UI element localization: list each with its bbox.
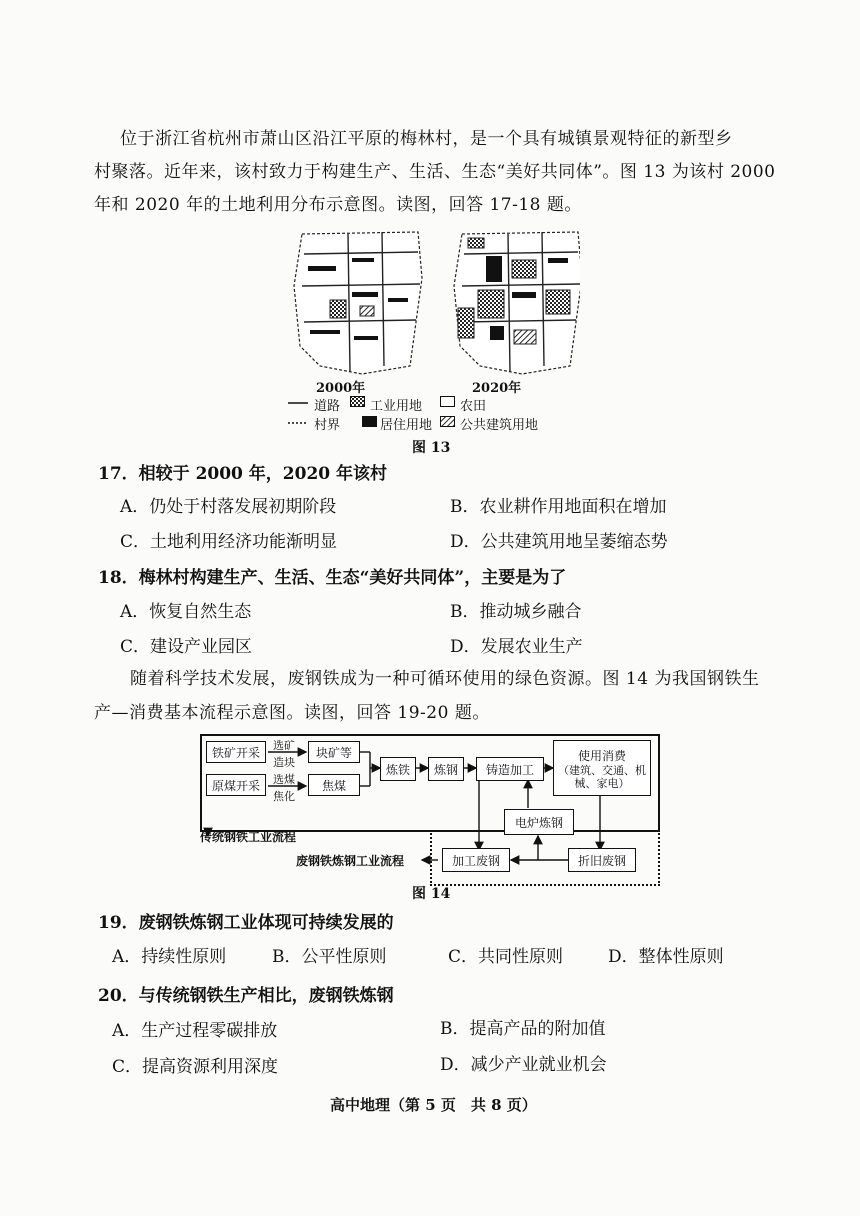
farmland-legend-icon [440, 396, 456, 408]
box-coke: 焦煤 [308, 774, 360, 796]
traditional-process-label: 传统钢铁工业流程 [200, 830, 297, 844]
intro-line-2: 村聚落。近年来，该村致力于构建生产、生活、生态“美好共同体”。图 13 为该村 2000 [94, 162, 776, 182]
q17-stem: 17．相较于 2000 年，2020 年该村 [98, 464, 388, 484]
map-2000 [294, 232, 422, 374]
q20-option-c: C．提高资源利用深度 [112, 1057, 279, 1077]
q19-stem: 19．废钢铁炼钢工业体现可持续发展的 [98, 913, 394, 933]
q18-option-a: A．恢复自然生态 [120, 602, 252, 622]
q20-option-a: A．生产过程零碳排放 [112, 1021, 278, 1041]
box-consumption [553, 740, 651, 796]
q18-option-c: C．建设产业园区 [120, 637, 253, 657]
legend-residential: 居住用地 [380, 418, 433, 433]
consumption-title: 使用消费 [577, 748, 626, 763]
q18-stem: 18．梅林村构建生产、生活、生态“美好共同体”，主要是为了 [98, 568, 567, 588]
q20-stem: 20．与传统钢铁生产相比，废钢铁炼钢 [98, 986, 394, 1006]
year-2000-label: 2000年 [316, 381, 366, 396]
q17-option-d: D．公共建筑用地呈萎缩态势 [450, 532, 668, 552]
legend-farmland: 农田 [460, 399, 487, 414]
map-2020 [454, 232, 580, 374]
legend-road: 道路 [314, 399, 341, 414]
box-eaf: 电炉炼钢 [504, 809, 574, 835]
label-coking: 焦化 [273, 790, 295, 803]
box-old-scrap: 折旧废钢 [568, 848, 636, 872]
legend-industrial: 工业用地 [370, 399, 423, 414]
year-2020-label: 2020年 [472, 381, 522, 396]
boundary-legend-icon [288, 418, 310, 428]
box-ironmaking: 炼铁 [380, 757, 416, 781]
q19-option-a: A．持续性原则 [112, 947, 227, 967]
label-beneficiation: 选矿 [273, 739, 295, 752]
road-legend-icon [288, 398, 310, 408]
q20-option-b: B．提高产品的附加值 [440, 1019, 606, 1039]
intro2-line-1: 随着科学技术发展，废钢铁成为一种可循环使用的绿色资源。图 14 为我国钢铁生 [130, 669, 760, 689]
box-iron-mining: 铁矿开采 [206, 741, 266, 763]
label-agglomeration: 造块 [273, 756, 295, 769]
intro-line-3: 年和 2020 年的土地利用分布示意图。读图，回答 17-18 题。 [94, 195, 582, 215]
q19-option-c: C．共同性原则 [448, 947, 564, 967]
q20-option-d: D．减少产业就业机会 [440, 1055, 607, 1075]
q19-option-d: D．整体性原则 [608, 947, 724, 967]
q19-option-b: B．公平性原则 [272, 947, 387, 967]
residential-legend-icon [362, 416, 378, 428]
public-legend-icon [440, 416, 456, 428]
q17-option-b: B．农业耕作用地面积在增加 [450, 497, 667, 517]
box-lump-ore: 块矿等 [308, 741, 360, 763]
land-use-maps [290, 226, 580, 378]
box-steelmaking: 炼钢 [428, 757, 464, 781]
consumption-detail: （建筑、交通、机械、家电） [558, 763, 646, 790]
box-coal-mining: 原煤开采 [206, 774, 266, 796]
q18-option-b: B．推动城乡融合 [450, 602, 582, 622]
label-coal-washing: 选煤 [273, 773, 295, 786]
figure-14-caption: 图 14 [412, 886, 451, 902]
legend-public: 公共建筑用地 [460, 418, 539, 433]
intro-line-1: 位于浙江省杭州市萧山区沿江平原的梅林村，是一个具有城镇景观特征的新型乡 [120, 129, 733, 149]
box-process-scrap: 加工废钢 [442, 848, 510, 872]
scrap-process-label: 废钢铁炼钢工业流程 [296, 854, 405, 868]
figure-13-caption: 图 13 [412, 440, 451, 456]
industrial-legend-icon [350, 396, 366, 408]
q17-option-c: C．土地利用经济功能渐明显 [120, 532, 338, 552]
box-casting: 铸造加工 [476, 757, 544, 781]
q17-option-a: A．仍处于村落发展初期阶段 [120, 497, 337, 517]
page-footer: 高中地理（第 5 页 共 8 页） [330, 1096, 537, 1114]
intro2-line-2: 产—消费基本流程示意图。读图，回答 19-20 题。 [94, 703, 490, 723]
q18-option-d: D．发展农业生产 [450, 637, 583, 657]
legend-boundary: 村界 [314, 418, 341, 433]
